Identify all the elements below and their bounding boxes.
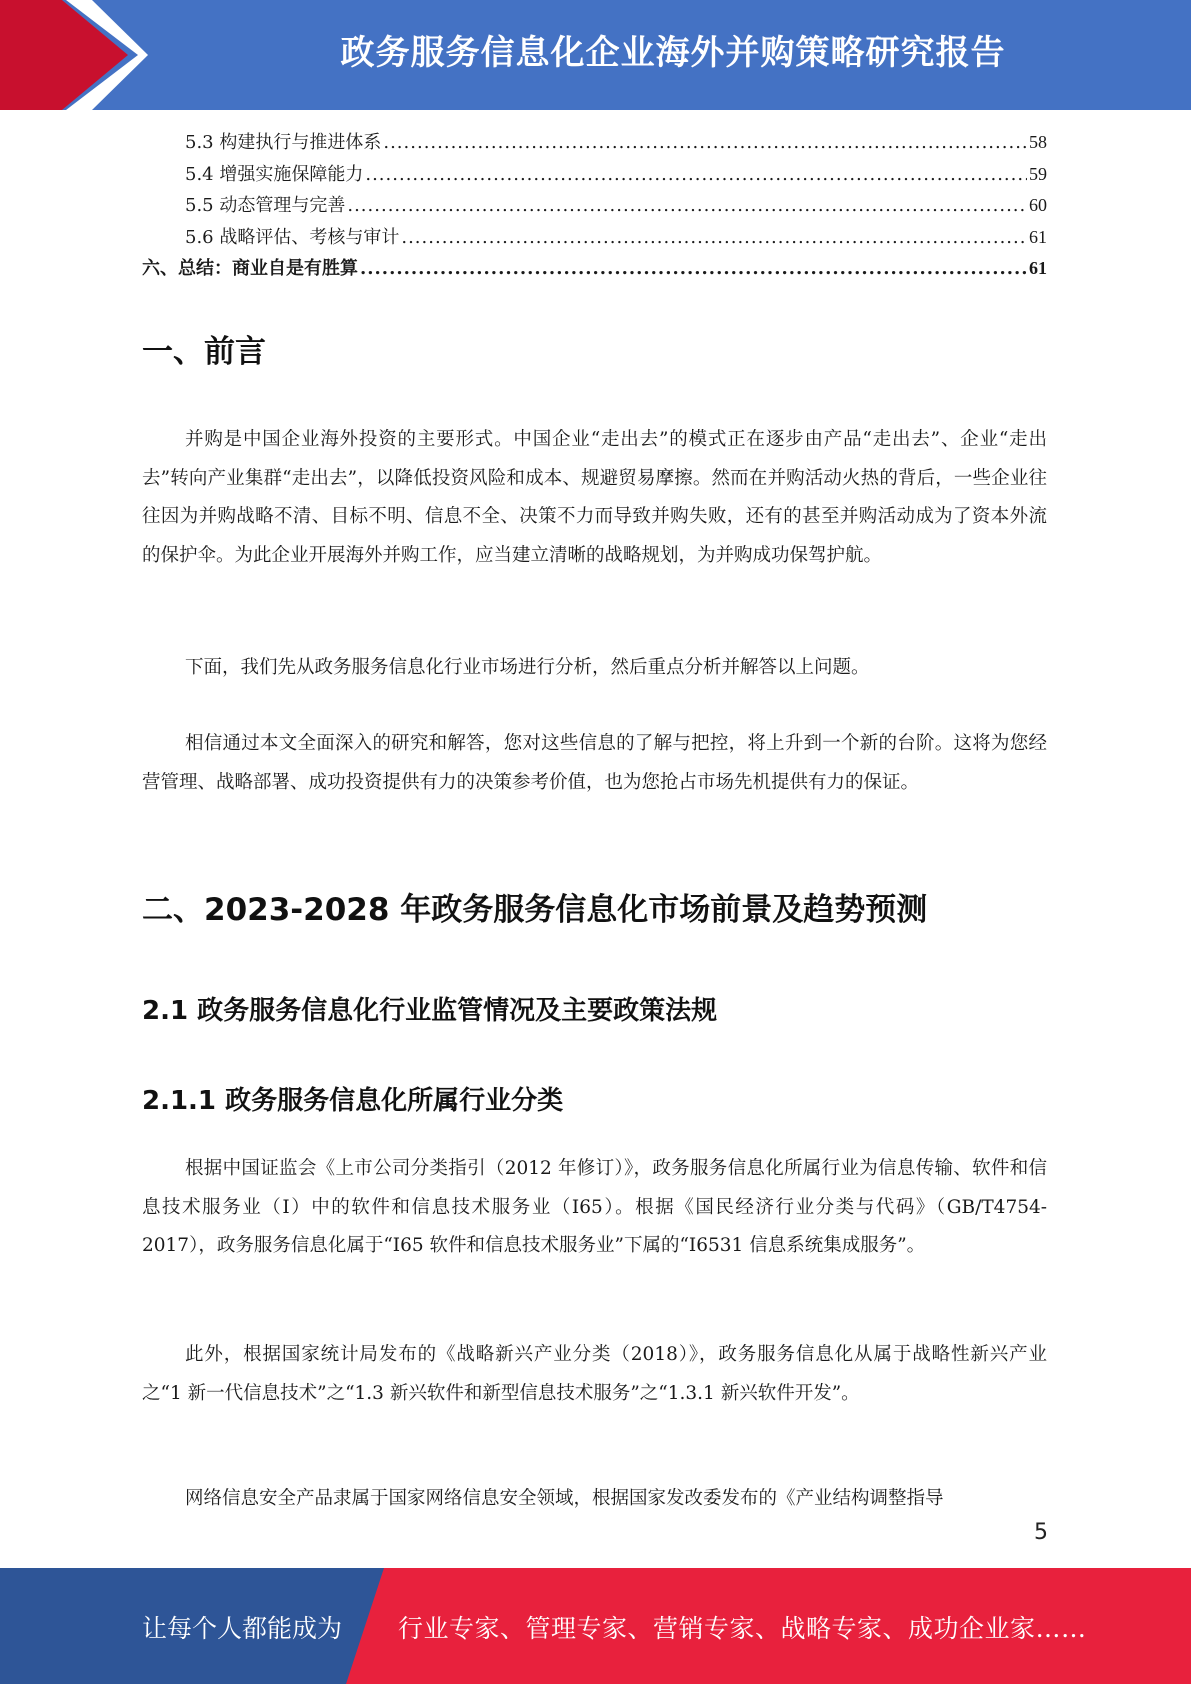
footer-slogan-left: 让每个人都能成为	[142, 1614, 343, 1643]
body-paragraph: 此外，根据国家统计局发布的《战略新兴产业分类（2018）》，政务服务信息化从属于战略性新兴产业之“1 新一代信息技术”之“1.3 新兴软件和新型信息技术服务”之“1.3.1 新兴软件开发”。	[142, 1344, 1047, 1404]
toc-entry[interactable]	[142, 254, 1047, 286]
body-paragraph: 根据中国证监会《上市公司分类指引（2012 年修订）》，政务服务信息化所属行业为信息传输、软件和信息技术服务业（I）中的软件和信息技术服务业（I65）。根据《国民经济行业分类与代码》（GB/T4754-2017），政务服务信息化属于“I65 软件和信息技术服务业”下属的“I6531 信息系统集成服务”。	[142, 1158, 1047, 1256]
toc-entry-page: 58	[1029, 132, 1047, 152]
subsubsection-heading: 2.1.1 政务服务信息化所属行业分类	[142, 1086, 564, 1116]
body-paragraph: 并购是中国企业海外投资的主要形式。中国企业“走出去”的模式正在逐步由产品“走出去”、企业“走出去”转向产业集群“走出去”，以降低投资风险和成本、规避贸易摩擦。然而在并购活动火热的背后，一些企业往往因为并购战略不清、目标不明、信息不全、决策不力而导致并购失败，还有的甚至并购活动成为了资本外流的保护伞。为此企业开展海外并购工作，应当建立清晰的战略规划，为并购成功保驾护航。	[142, 429, 1047, 566]
toc-entry-label: 5.4 增强实施保障能力	[185, 163, 364, 185]
page-header-bar	[0, 0, 1191, 110]
toc-entry-page: 61	[1029, 226, 1047, 247]
subsection-heading: 2.1 政务服务信息化行业监管情况及主要政策法规	[142, 996, 718, 1026]
table-of-contents	[142, 128, 1047, 286]
toc-entry[interactable]	[142, 191, 1047, 223]
body-paragraph: 相信通过本文全面深入的研究和解答，您对这些信息的了解与把控，将上升到一个新的台阶。这将为您经营管理、战略部署、成功投资提供有力的决策参考价值，也为您抢占市场先机提供有力的保证。	[142, 733, 1047, 793]
toc-entry[interactable]	[142, 128, 1047, 160]
toc-entry-label: 5.3 构建执行与推进体系	[185, 132, 382, 153]
body-paragraph: 网络信息安全产品隶属于国家网络信息安全领域，根据国家发改委发布的《产业结构调整指导	[185, 1488, 944, 1509]
toc-leader-dots	[401, 227, 1027, 248]
toc-leader-dots	[347, 195, 1027, 216]
toc-entry-page: 59	[1029, 163, 1047, 184]
toc-entry-page: 61	[1029, 258, 1047, 278]
section-heading-market: 二、2023-2028 年政务服务信息化市场前景及趋势预测	[142, 892, 928, 928]
footer-slogan-right: 行业专家、管理专家、营销专家、战略专家、成功企业家……	[398, 1614, 1087, 1643]
header-chevron-icon	[0, 0, 160, 110]
toc-entry[interactable]	[142, 160, 1047, 192]
toc-entry-label: 六、总结：商业自是有胜算	[142, 258, 358, 279]
toc-leader-dots	[360, 258, 1027, 279]
toc-entry-label: 5.5 动态管理与完善	[185, 195, 346, 216]
section-heading-preface: 一、前言	[142, 334, 266, 370]
report-title: 政务服务信息化企业海外并购策略研究报告	[340, 33, 1006, 73]
body-paragraph: 下面，我们先从政务服务信息化行业市场进行分析，然后重点分析并解答以上问题。	[185, 657, 870, 678]
toc-leader-dots	[383, 132, 1027, 153]
page-footer-bar	[0, 1568, 1191, 1684]
toc-entry-page: 60	[1029, 195, 1047, 215]
toc-entry[interactable]	[142, 223, 1047, 255]
toc-leader-dots	[365, 164, 1027, 185]
page-number: 5	[1034, 1520, 1048, 1545]
toc-entry-label: 5.6 战略评估、考核与审计	[185, 226, 400, 248]
